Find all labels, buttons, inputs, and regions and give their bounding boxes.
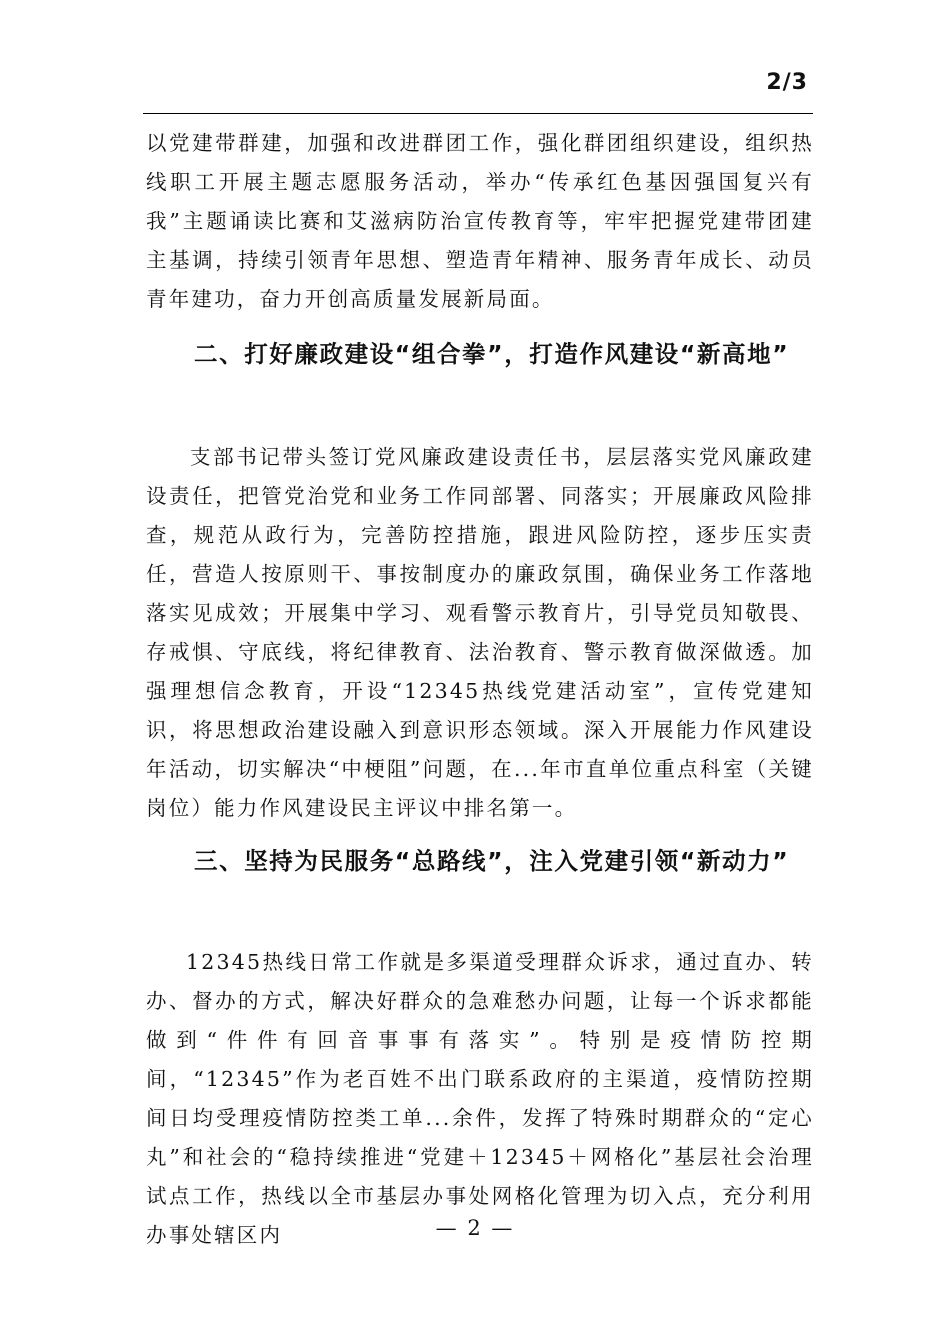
section-heading-2: 二、打好廉政建设“组合拳”，打造作风建设“新高地” <box>194 340 790 368</box>
paragraph-2: 支部书记带头签订党风廉政建设责任书，层层落实党风廉政建设责任，把管党治党和业务工作同部署、同落实；开展廉政风险排查，规范从政行为，完善防控措施，跟进风险防控，逐步压实责任，营造人按原则干、事按制度办的廉政氛围，确保业务工作落地落实见成效；开展集中学习、观看警示教育片，引导党员知敬畏、存戒惧、守底线，将纪律教育、法治教育、警示教育做深做透。加强理想信念教育，开设“12345热线党建活动室”，宣传党建知识，将思想政治建设融入到意识形态领域。深入开展能力作风建设年活动，切实解决“中梗阻”问题，在...年市直单位重点科室（关键岗位）能力作风建设民主评议中排名第一。 <box>146 445 814 820</box>
paragraph-3: 12345热线日常工作就是多渠道受理群众诉求，通过直办、转办、督办的方式，解决好群众的急难愁办问题，让每一个诉求都能做到“件件有回音事事有落实”。特别是疫情防控期间，“12345”作为老百姓不出门联系政府的主渠道，疫情防控期间日均受理疫情防控类工单...余件，发挥了特殊时期群众的“定心丸”和社会的“稳持续推进“党建＋12345＋网格化”基层社会治理试点工作，热线以全市基层办事处网格化管理为切入点，充分利用办事处辖区内 <box>146 950 814 1247</box>
header-divider <box>143 113 813 114</box>
section-heading-3: 三、坚持为民服务“总路线”，注入党建引领“新动力” <box>194 847 790 875</box>
page-counter: 2/3 <box>766 70 808 95</box>
page-number-footer: — 2 — <box>435 1216 515 1240</box>
paragraph-1: 以党建带群建，加强和改进群团工作，强化群团组织建设，组织热线职工开展主题志愿服务活动，举办“传承红色基因强国复兴有我”主题诵读比赛和艾滋病防治宣传教育等，牢牢把握党建带团建主基调，持续引领青年思想、塑造青年精神、服务青年成长、动员青年建功，奋力开创高质量发展新局面。 <box>146 131 814 311</box>
